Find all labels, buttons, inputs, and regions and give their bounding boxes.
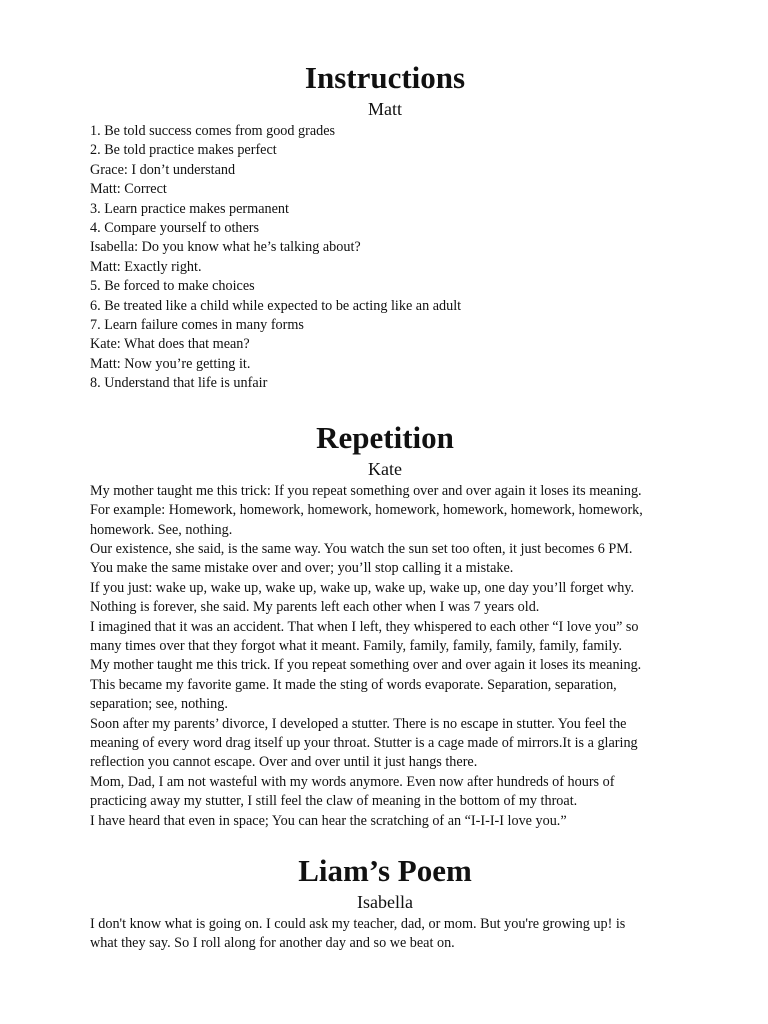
section-author: Isabella [357,892,413,912]
poem-line: This became my favorite game. It made the sting of words evaporate. Separation, separation, [90,676,617,693]
poem-body [90,122,680,394]
poem-line: Soon after my parents’ divorce, I developed a stutter. There is no escape in stutter. You feel the [90,715,627,732]
poem-line: 7. Learn failure comes in many forms [90,317,304,334]
section-author: Matt [368,99,402,119]
poem-line: Grace: I don’t understand [90,161,236,178]
poem-line: Matt: Now you’re getting it. [90,355,251,372]
poem-line: I imagined that it was an accident. That when I left, they whispered to each other “I love you” so [90,618,639,635]
poem-line: 6. Be treated like a child while expected to be acting like an adult [90,297,462,314]
poem-line: separation; see, nothing. [90,696,228,713]
section-spacer [90,394,680,418]
poem-line: homework. See, nothing. [90,521,233,538]
poem-line: For example: Homework, homework, homework, homework, homework, homework, homework, [90,502,643,519]
section-instructions [90,58,680,394]
poem-line: 8. Understand that life is unfair [90,375,268,392]
section-repetition [90,418,680,831]
poem-line: many times over that they forgot what it meant. Family, family, family, family, family, family. [90,637,623,654]
poem-line: 5. Be forced to make choices [90,278,255,295]
poem-line: Matt: Correct [90,181,167,198]
poem-line: Matt: Exactly right. [90,258,202,275]
poem-line: My mother taught me this trick: If you repeat something over and over again it loses its meaning. [90,482,642,499]
poem-line: 1. Be told success comes from good grades [90,123,336,139]
poem-line: meaning of every word drag itself up your throat. Stutter is a cage made of mirrors.It is a glaring [90,734,638,751]
poem-line: If you just: wake up, wake up, wake up, wake up, wake up, wake up, one day you’ll forget why. [90,579,635,596]
poem-line: My mother taught me this trick. If you repeat something over and over again it loses its meaning. [90,657,642,674]
section-spacer [90,831,680,851]
poem-line: Kate: What does that mean? [90,336,250,353]
poem-line: Mom, Dad, I am not wasteful with my words anymore. Even now after hundreds of hours of [90,773,615,790]
section-title: Instructions [304,60,466,95]
poem-line: 3. Learn practice makes permanent [90,200,289,217]
poem-line: I have heard that even in space; You can hear the scratching of an “I-I-I-I love you.” [90,812,567,829]
poem-line: what they say. So I roll along for another day and so we beat on. [90,935,455,952]
poem-line: Our existence, she said, is the same way. You watch the sun set too often, it just becomes 6 PM. [90,540,633,557]
poem-line: Nothing is forever, she said. My parents left each other when I was 7 years old. [90,599,540,616]
section-liams-poem [90,851,680,954]
poem-line: I don't know what is going on. I could ask my teacher, dad, or mom. But you're growing up! is [90,916,626,932]
poem-line: 2. Be told practice makes perfect [90,142,277,159]
poem-line: 4. Compare yourself to others [90,220,260,237]
poem-line: practicing away my stutter, I still feel the claw of meaning in the bottom of my throat. [90,793,578,810]
poem-line: Isabella: Do you know what he’s talking about? [90,239,361,256]
poem-line: reflection you cannot escape. Over and over until it just hangs there. [90,754,478,771]
section-author: Kate [368,458,402,479]
poem-line: You make the same mistake over and over; you’ll stop calling it a mistake. [90,560,514,577]
section-title: Repetition [316,419,454,455]
section-title: Liam’s Poem [298,853,472,888]
poem-body [90,482,680,831]
poem-body [90,915,680,954]
